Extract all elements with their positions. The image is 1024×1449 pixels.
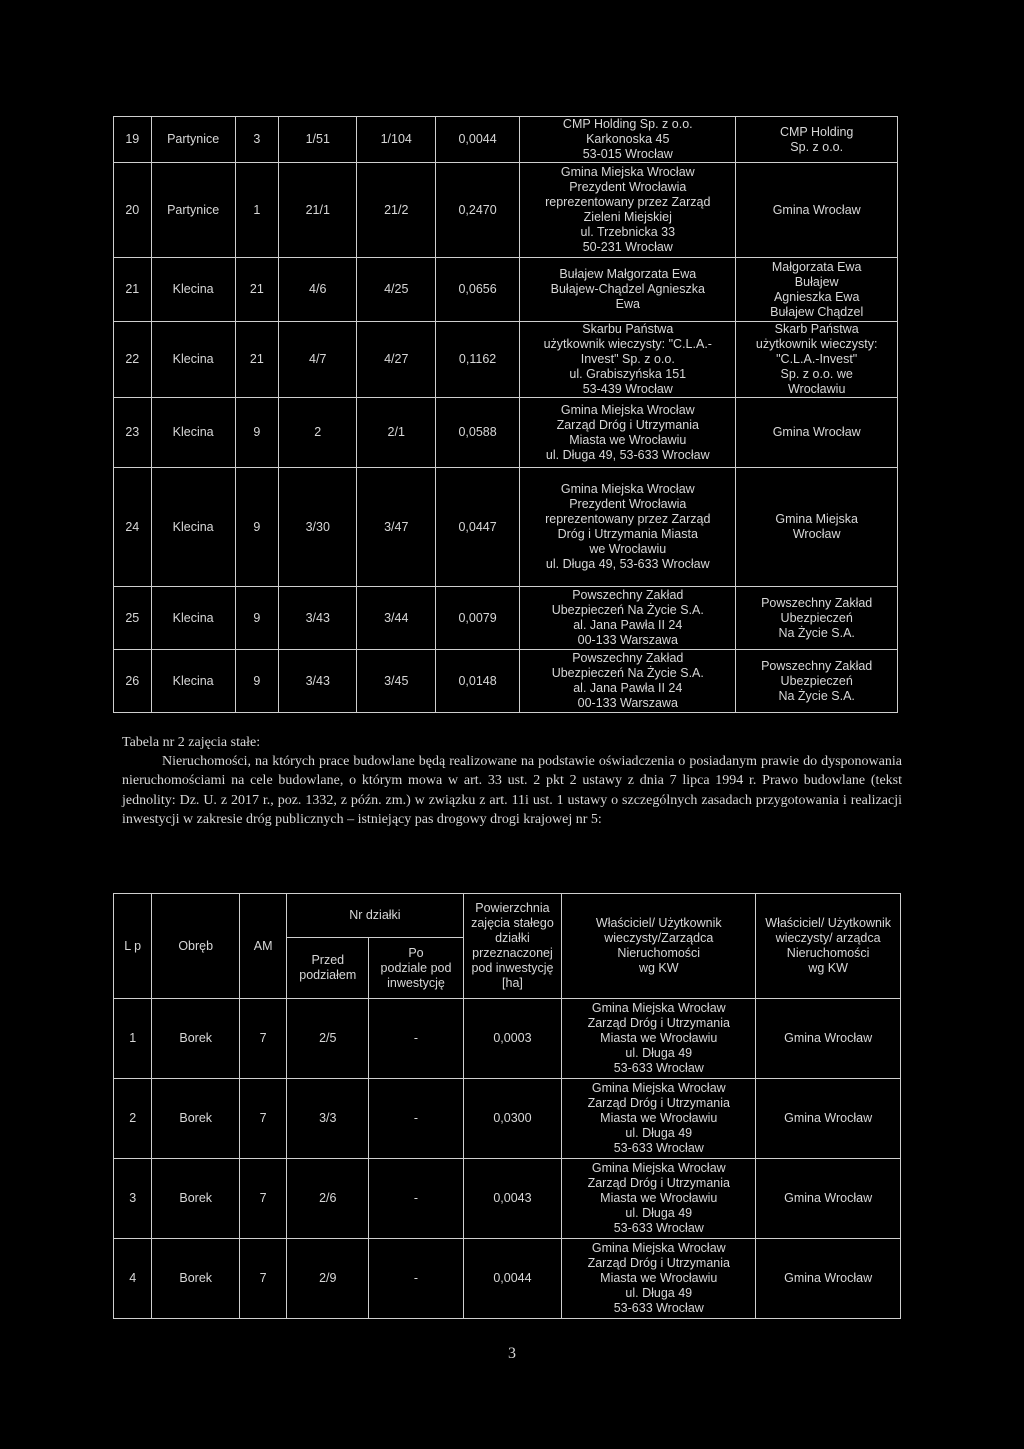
cell-powierzchnia: 0,0079 [435,587,519,650]
cell-obreb: Borek [152,1159,240,1239]
cell-obreb: Klecina [151,398,235,468]
table-row [114,398,898,468]
cell-wlasciciel: Skarbu Państwa użytkownik wieczysty: "C.L.A.- Invest" Sp. z o.o. ul. Grabiszyńska 151 53-439 Wrocław [520,322,736,398]
cell-przed-podzialem: 3/3 [287,1079,369,1159]
cell-powierzchnia: 0,1162 [435,322,519,398]
cell-obreb: Borek [152,1239,240,1319]
cell-am: 1 [235,163,278,258]
cell-am: 7 [240,1239,287,1319]
cell-przed-podzialem: 2/6 [287,1159,369,1239]
cell-wlasciciel: Gmina Miejska Wrocław Zarząd Dróg i Utrzymania Miasta we Wrocławiu ul. Długa 49, 53-633 Wrocław [520,398,736,468]
header-powierzchnia: Powierzchnia zajęcia stałego działki przeznaczonej pod inwestycję [ha] [463,894,562,999]
cell-powierzchnia: 0,2470 [435,163,519,258]
cell-wlasciciel-kw: Skarb Państwa użytkownik wieczysty: "C.L.A.-Invest" Sp. z o.o. we Wrocławiu [736,322,898,398]
cell-wlasciciel-kw: Powszechny Zakład Ubezpieczeń Na Życie S.A. [736,587,898,650]
cell-po-podziale: 21/2 [357,163,436,258]
cell-powierzchnia: 0,0656 [435,258,519,322]
cell-wlasciciel: Gmina Miejska Wrocław Zarząd Dróg i Utrzymania Miasta we Wrocławiu ul. Długa 49 53-633 Wrocław [562,1239,756,1319]
cell-am: 9 [235,398,278,468]
table-row [114,258,898,322]
table-row [114,1239,901,1319]
cell-po-podziale: 1/104 [357,117,436,163]
cell-po-podziale: - [369,999,463,1079]
cell-lp: 4 [114,1239,152,1319]
cell-przed-podzialem: 3/43 [278,587,357,650]
cell-przed-podzialem: 3/30 [278,468,357,587]
cell-po-podziale: 3/45 [357,650,436,713]
cell-obreb: Partynice [151,117,235,163]
cell-lp: 22 [114,322,152,398]
cell-wlasciciel-kw: Gmina Miejska Wrocław [736,468,898,587]
cell-przed-podzialem: 2 [278,398,357,468]
cell-powierzchnia: 0,0044 [463,1239,562,1319]
table-2-title: Tabela nr 2 zajęcia stałe: [122,735,261,750]
cell-wlasciciel: Powszechny Zakład Ubezpieczeń Na Życie S.A. al. Jana Pawła II 24 00-133 Warszawa [520,587,736,650]
cell-wlasciciel-kw: Gmina Wrocław [756,1239,901,1319]
cell-po-podziale: - [369,1079,463,1159]
cell-wlasciciel: Powszechny Zakład Ubezpieczeń Na Życie S.A. al. Jana Pawła II 24 00-133 Warszawa [520,650,736,713]
cell-obreb: Klecina [151,258,235,322]
parcels-table-1 [113,116,898,713]
cell-przed-podzialem: 4/7 [278,322,357,398]
cell-wlasciciel: Bułajew Małgorzata Ewa Bułajew-Chądzel Agnieszka Ewa [520,258,736,322]
cell-obreb: Partynice [151,163,235,258]
cell-przed-podzialem: 4/6 [278,258,357,322]
cell-am: 7 [240,1079,287,1159]
header-przed-podzialem: Przed podziałem [287,938,369,999]
cell-obreb: Borek [152,1079,240,1159]
cell-wlasciciel-kw: Gmina Wrocław [736,398,898,468]
parcels-table-2 [113,893,901,1319]
cell-przed-podzialem: 3/43 [278,650,357,713]
cell-obreb: Klecina [151,468,235,587]
cell-lp: 1 [114,999,152,1079]
cell-przed-podzialem: 21/1 [278,163,357,258]
cell-po-podziale: 4/25 [357,258,436,322]
header-po-podziale: Po podziale pod inwestycję [369,938,463,999]
page-number: 3 [508,1345,516,1362]
table-row [114,650,898,713]
cell-wlasciciel-kw: Gmina Wrocław [756,1079,901,1159]
cell-powierzchnia: 0,0300 [463,1079,562,1159]
table-row [114,163,898,258]
cell-wlasciciel-kw: Powszechny Zakład Ubezpieczeń Na Życie S.A. [736,650,898,713]
cell-po-podziale: 3/47 [357,468,436,587]
table-2-description [122,733,902,829]
table-row [114,1079,901,1159]
cell-am: 21 [235,258,278,322]
cell-powierzchnia: 0,0148 [435,650,519,713]
cell-wlasciciel-kw: CMP Holding Sp. z o.o. [736,117,898,163]
cell-lp: 26 [114,650,152,713]
header-obreb: Obręb [152,894,240,999]
cell-po-podziale: - [369,1239,463,1319]
cell-obreb: Borek [152,999,240,1079]
cell-lp: 2 [114,1079,152,1159]
cell-powierzchnia: 0,0043 [463,1159,562,1239]
header-wlasciciel: Właściciel/ Użytkownik wieczysty/Zarządca Nieruchomości wg KW [562,894,756,999]
cell-wlasciciel: CMP Holding Sp. z o.o. Karkonoska 45 53-015 Wrocław [520,117,736,163]
cell-po-podziale: 2/1 [357,398,436,468]
cell-lp: 21 [114,258,152,322]
table-row [114,1159,901,1239]
cell-am: 21 [235,322,278,398]
header-wlasciciel-kw: Właściciel/ Użytkownik wieczysty/ arządca Nieruchomości wg KW [756,894,901,999]
cell-po-podziale: - [369,1159,463,1239]
table-row [114,468,898,587]
cell-po-podziale: 4/27 [357,322,436,398]
cell-wlasciciel-kw: Małgorzata Ewa Bułajew Agnieszka Ewa Bułajew Chądzel [736,258,898,322]
cell-wlasciciel-kw: Gmina Wrocław [736,163,898,258]
table-row [114,999,901,1079]
cell-powierzchnia: 0,0044 [435,117,519,163]
cell-lp: 24 [114,468,152,587]
header-lp: L p [114,894,152,999]
table-row [114,587,898,650]
cell-wlasciciel-kw: Gmina Wrocław [756,1159,901,1239]
cell-wlasciciel: Gmina Miejska Wrocław Zarząd Dróg i Utrzymania Miasta we Wrocławiu ul. Długa 49 53-633 Wrocław [562,999,756,1079]
cell-wlasciciel-kw: Gmina Wrocław [756,999,901,1079]
cell-lp: 23 [114,398,152,468]
header-am: AM [240,894,287,999]
cell-wlasciciel: Gmina Miejska Wrocław Prezydent Wrocławia reprezentowany przez Zarząd Dróg i Utrzymania Miasta we Wrocławiu ul. Długa 49, 53-633 Wrocław [520,468,736,587]
cell-powierzchnia: 0,0447 [435,468,519,587]
cell-obreb: Klecina [151,650,235,713]
cell-po-podziale: 3/44 [357,587,436,650]
cell-przed-podzialem: 2/5 [287,999,369,1079]
cell-am: 9 [235,587,278,650]
cell-przed-podzialem: 2/9 [287,1239,369,1319]
cell-am: 3 [235,117,278,163]
cell-obreb: Klecina [151,322,235,398]
cell-powierzchnia: 0,0003 [463,999,562,1079]
cell-wlasciciel: Gmina Miejska Wrocław Zarząd Dróg i Utrzymania Miasta we Wrocławiu ul. Długa 49 53-633 Wrocław [562,1159,756,1239]
cell-wlasciciel: Gmina Miejska Wrocław Zarząd Dróg i Utrzymania Miasta we Wrocławiu ul. Długa 49 53-633 Wrocław [562,1079,756,1159]
table-row [114,322,898,398]
cell-obreb: Klecina [151,587,235,650]
cell-am: 9 [235,650,278,713]
cell-am: 9 [235,468,278,587]
cell-am: 7 [240,1159,287,1239]
cell-am: 7 [240,999,287,1079]
cell-wlasciciel: Gmina Miejska Wrocław Prezydent Wrocławia reprezentowany przez Zarząd Zieleni Miejskiej ul. Trzebnicka 33 50-231 Wrocław [520,163,736,258]
cell-lp: 20 [114,163,152,258]
cell-lp: 19 [114,117,152,163]
table-row [114,117,898,163]
cell-lp: 3 [114,1159,152,1239]
cell-lp: 25 [114,587,152,650]
header-nr-dzialki: Nr działki [287,894,463,938]
table-2-intro-text: Nieruchomości, na których prace budowlane będą realizowane na podstawie oświadczenia o posiadanym prawie do dysponowania nieruchomościami na cele budowlane, o którym mowa w art. 33 ust. 2 pkt 2 ustawy z dnia 7 lipca 1994 r. Prawo budowlane (tekst jednolity: Dz. U. z 2017 r., poz. 1332, z późn. zm.) w związku z art. 11i ust. 1 ustawy o szczególnych zasadach przygotowania i realizacji inwestycji w zakresie dróg publicznych – istniejący pas drogowy drogi krajowej nr 5: [122,754,902,827]
cell-przed-podzialem: 1/51 [278,117,357,163]
cell-powierzchnia: 0,0588 [435,398,519,468]
